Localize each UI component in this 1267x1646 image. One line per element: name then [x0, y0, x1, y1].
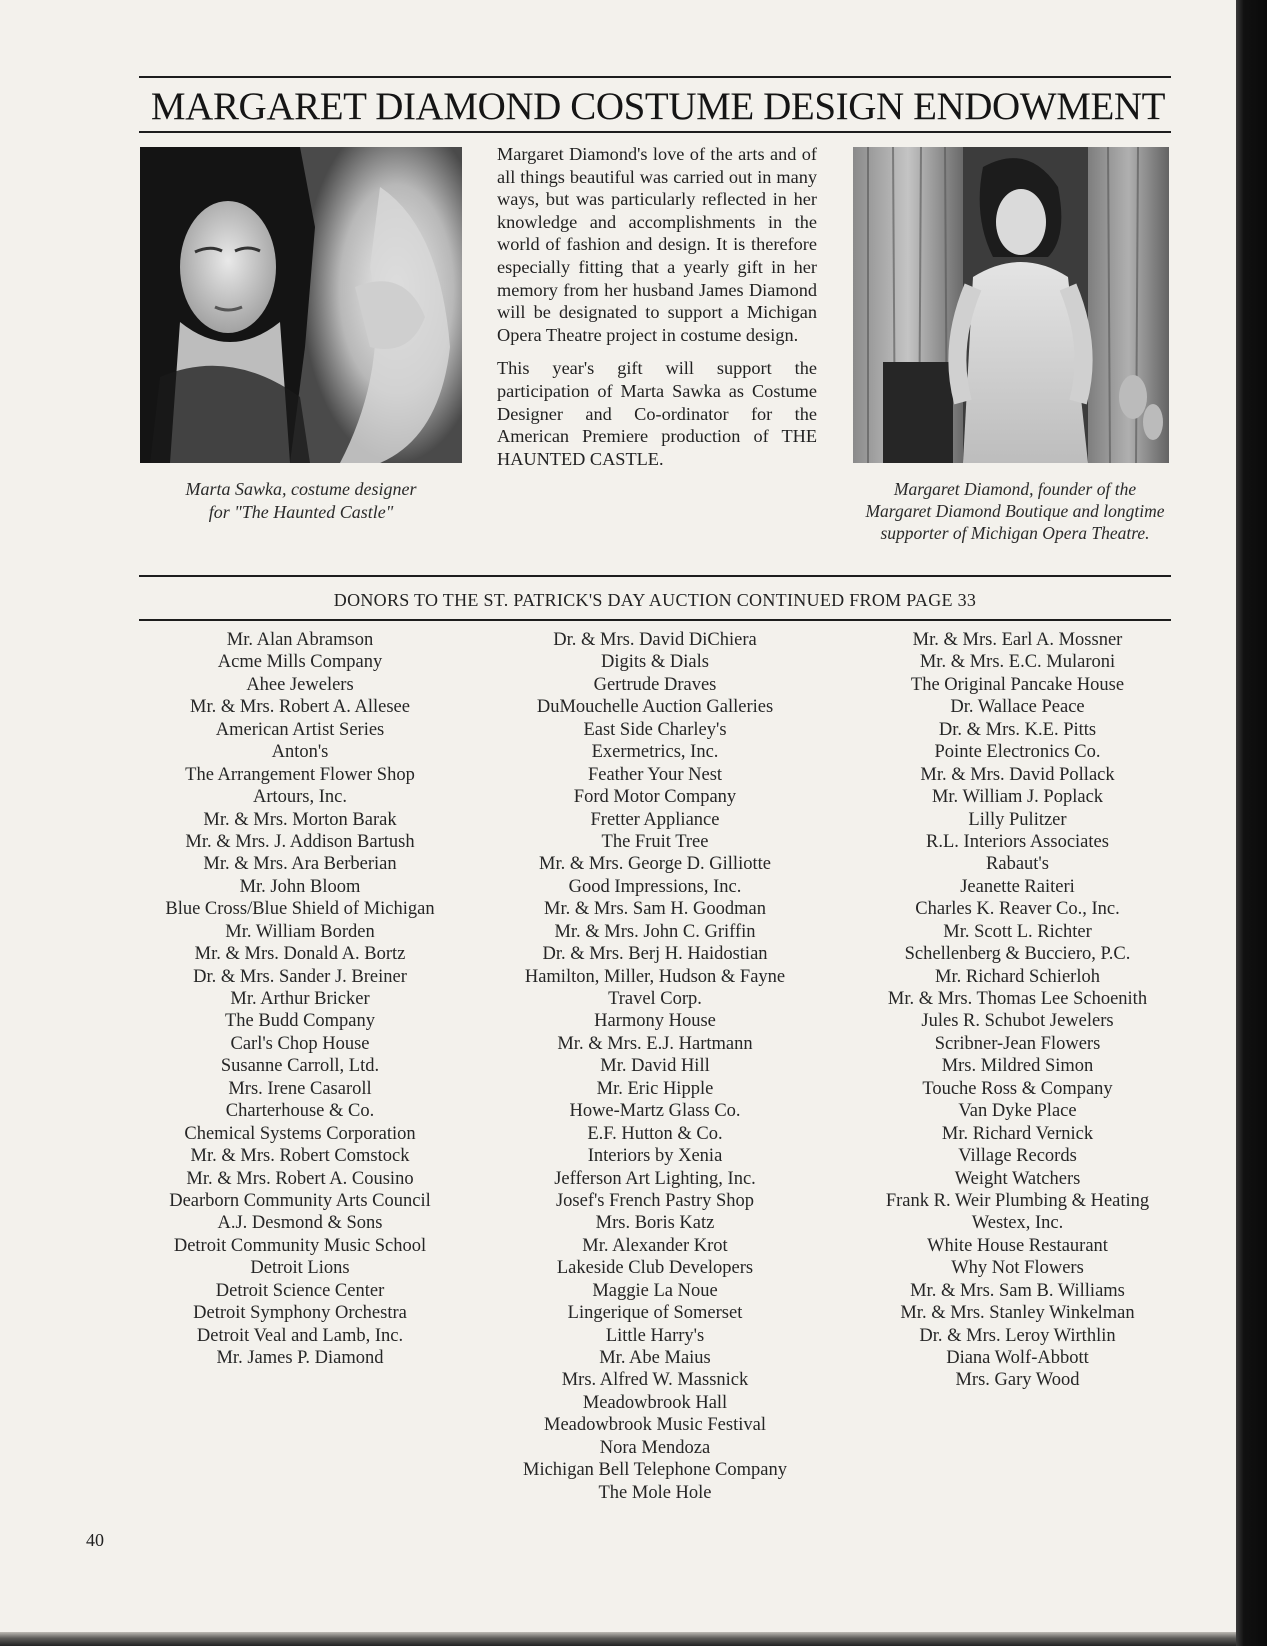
- donor-name: Gertrude Draves: [593, 674, 717, 695]
- donor-name: Dr. & Mrs. Leroy Wirthlin: [919, 1325, 1116, 1346]
- donor-name: Mr. & Mrs. Sam B. Williams: [910, 1280, 1125, 1301]
- donor-name: Mrs. Alfred W. Massnick: [561, 1370, 749, 1391]
- right-caption-line-2: Margaret Diamond Boutique and longtime: [865, 501, 1165, 521]
- donor-column-1: [140, 629, 460, 1369]
- donor-name: Mrs. Irene Casaroll: [228, 1078, 372, 1099]
- donor-name: Mr. & Mrs. George D. Gilliotte: [539, 854, 771, 875]
- donor-name: Mr. & Mrs. Robert A. Allesee: [190, 697, 410, 718]
- donor-name: Harmony House: [594, 1011, 716, 1032]
- donor-name: The Budd Company: [224, 1011, 376, 1032]
- donor-name: Susanne Carroll, Ltd.: [220, 1056, 380, 1077]
- donor-name: Why Not Flowers: [951, 1258, 1084, 1279]
- donor-name: Ford Motor Company: [573, 787, 737, 808]
- donor-name: Mr. Richard Schierloh: [935, 966, 1100, 987]
- donor-name: Mr. & Mrs. J. Addison Bartush: [185, 831, 415, 852]
- donor-name: Mr. & Mrs. Ara Berberian: [203, 854, 397, 875]
- donors-top-rule: [139, 575, 1171, 577]
- donor-name: Mrs. Boris Katz: [595, 1213, 715, 1234]
- donor-name: Mr. James P. Diamond: [216, 1348, 384, 1368]
- donor-column-2: [495, 629, 815, 1504]
- donor-name: Dr. Wallace Peace: [950, 697, 1085, 718]
- donor-name: Dearborn Community Arts Council: [169, 1190, 431, 1211]
- donor-name: Lakeside Club Developers: [556, 1258, 754, 1279]
- left-photo-caption: [140, 478, 462, 524]
- donor-name: Weight Watchers: [954, 1168, 1081, 1189]
- title-top-rule: [139, 76, 1171, 78]
- donor-name: Dr. & Mrs. Berj H. Haidostian: [542, 944, 768, 965]
- donor-name: Detroit Science Center: [215, 1280, 385, 1301]
- donor-name: Dr. & Mrs. K.E. Pitts: [938, 719, 1097, 740]
- donor-name: Blue Cross/Blue Shield of Michigan: [165, 899, 435, 920]
- donor-name: Jeanette Raiteri: [960, 876, 1075, 897]
- donor-name: Mr. & Mrs. Sam H. Goodman: [544, 899, 766, 920]
- donor-name: Mr. Alan Abramson: [226, 630, 374, 650]
- donor-name: Jefferson Art Lighting, Inc.: [554, 1168, 756, 1189]
- donor-name: Acme Mills Company: [217, 652, 383, 673]
- article-paragraph-2: This year's gift will support the participation of Marta Sawka as Costume Designer and Co-ordinator for the American Premiere production of THE HAUNTED CASTLE.: [497, 358, 817, 469]
- donor-name: Detroit Community Music School: [173, 1235, 427, 1256]
- donor-name: R.L. Interiors Associates: [926, 831, 1109, 852]
- donor-name: Mr. William Borden: [225, 921, 375, 942]
- donor-name: Little Harry's: [605, 1325, 705, 1346]
- donor-name: Chemical Systems Corporation: [184, 1123, 416, 1144]
- donor-name: Ahee Jewelers: [246, 674, 354, 695]
- donor-name: Mr. Scott L. Richter: [943, 921, 1092, 942]
- donor-name: Travel Corp.: [608, 989, 702, 1009]
- donor-name: Lingerique of Somerset: [567, 1303, 743, 1324]
- donor-name: Good Impressions, Inc.: [568, 876, 742, 897]
- donor-name: Mr. John Bloom: [239, 876, 361, 897]
- page-edge-shadow-right: [1236, 0, 1267, 1646]
- donor-name: The Mole Hole: [598, 1482, 712, 1503]
- donor-name: Jules R. Schubot Jewelers: [921, 1011, 1114, 1032]
- donor-name: Detroit Lions: [250, 1258, 350, 1279]
- article-paragraph-1: Margaret Diamond's love of the arts and of all things beautiful was carried out in many ways, but was particularly reflected in her knowledge and accomplishments in the world of fashion and design. It is therefore especially fitting that a yearly gift in her memory from her husband James Diamond will be designated to support a Michigan Opera Theatre project in costume design.: [497, 144, 817, 345]
- donor-name: Frank R. Weir Plumbing & Heating: [885, 1190, 1150, 1211]
- donor-name: Westex, Inc.: [971, 1213, 1064, 1234]
- donor-name: Mr. & Mrs. John C. Griffin: [554, 921, 756, 942]
- donor-name: Village Records: [958, 1146, 1077, 1167]
- donor-name: Meadowbrook Hall: [582, 1392, 728, 1413]
- page-number: 40: [86, 1530, 104, 1550]
- page-title: MARGARET DIAMOND COSTUME DESIGN ENDOWMENT: [150, 85, 1166, 128]
- donor-name: Josef's French Pastry Shop: [555, 1190, 755, 1211]
- donor-name: Mr. & Mrs. E.C. Mularoni: [919, 652, 1116, 673]
- donor-name: Hamilton, Miller, Hudson & Fayne: [524, 966, 786, 987]
- donor-name: Mr. Abe Maius: [599, 1348, 711, 1368]
- donor-name: Digits & Dials: [601, 652, 709, 673]
- donor-name: Dr. & Mrs. Sander J. Breiner: [193, 966, 407, 987]
- donor-name: Diana Wolf-Abbott: [946, 1348, 1089, 1368]
- donor-name: Mr. & Mrs. Stanley Winkelman: [900, 1303, 1135, 1324]
- donor-name: White House Restaurant: [927, 1235, 1108, 1256]
- donor-name: Detroit Symphony Orchestra: [193, 1303, 407, 1324]
- donor-name: Mr. & Mrs. E.J. Hartmann: [557, 1033, 753, 1054]
- donor-name: American Artist Series: [215, 719, 385, 740]
- donor-name: Detroit Veal and Lamb, Inc.: [196, 1325, 404, 1346]
- donor-name: Mr. Eric Hipple: [596, 1078, 714, 1099]
- donor-name: Nora Mendoza: [599, 1437, 711, 1458]
- donor-name: East Side Charley's: [583, 719, 727, 740]
- donor-name: Mr. & Mrs. Donald A. Bortz: [194, 944, 406, 965]
- donor-name: Mr. Richard Vernick: [941, 1123, 1094, 1144]
- donor-name: E.F. Hutton & Co.: [587, 1123, 723, 1144]
- donor-name: Exermetrics, Inc.: [591, 742, 719, 763]
- donor-name: Mr. & Mrs. Morton Barak: [203, 809, 397, 830]
- donor-name: Artours, Inc.: [252, 787, 348, 808]
- donor-name: Mr. Arthur Bricker: [230, 989, 370, 1009]
- photo-marta-sawka: [140, 147, 462, 463]
- donor-name: Fretter Appliance: [590, 809, 720, 830]
- donor-name: Mr. & Mrs. Earl A. Mossner: [912, 630, 1123, 650]
- right-photo-caption: [845, 478, 1185, 544]
- donor-name: Mr. & Mrs. Robert Comstock: [190, 1146, 410, 1167]
- right-caption-line-3: supporter of Michigan Opera Theatre.: [880, 523, 1150, 543]
- donor-name: Maggie La Noue: [592, 1280, 718, 1301]
- donor-name: Mr. & Mrs. Robert A. Cousino: [186, 1168, 414, 1189]
- donor-name: Scribner-Jean Flowers: [934, 1033, 1101, 1054]
- donor-name: Mrs. Mildred Simon: [941, 1056, 1094, 1077]
- donor-name: DuMouchelle Auction Galleries: [536, 697, 774, 718]
- donor-name: Touche Ross & Company: [922, 1078, 1113, 1099]
- photo-margaret-diamond: [853, 147, 1169, 463]
- page-edge-shadow-bottom: [0, 1632, 1236, 1646]
- donor-name: The Original Pancake House: [910, 674, 1125, 695]
- donor-name: Mr. & Mrs. David Pollack: [920, 764, 1115, 785]
- donor-name: Van Dyke Place: [958, 1101, 1077, 1122]
- donor-name: Pointe Electronics Co.: [934, 742, 1101, 763]
- donor-name: The Arrangement Flower Shop: [185, 764, 415, 785]
- left-caption-line-2: for "The Haunted Castle": [208, 502, 394, 522]
- left-caption-line-1: Marta Sawka, costume designer: [185, 479, 417, 499]
- donors-header: DONORS TO THE ST. PATRICK'S DAY AUCTION CONTINUED FROM PAGE 33: [333, 590, 977, 610]
- donor-name: Michigan Bell Telephone Company: [523, 1460, 787, 1481]
- donor-name: Anton's: [271, 742, 329, 763]
- donor-name: Mr. David Hill: [600, 1056, 710, 1077]
- donor-name: Schellenberg & Bucciero, P.C.: [904, 944, 1131, 965]
- donor-column-3: [855, 629, 1180, 1392]
- donor-name: Rabaut's: [986, 854, 1049, 875]
- donor-name: Mrs. Gary Wood: [955, 1370, 1080, 1391]
- donor-name: Lilly Pulitzer: [968, 809, 1067, 830]
- donor-name: Meadowbrook Music Festival: [544, 1415, 766, 1436]
- donor-name: Interiors by Xenia: [587, 1146, 723, 1167]
- title-bottom-rule: [139, 131, 1171, 133]
- donor-name: Charles K. Reaver Co., Inc.: [915, 899, 1120, 920]
- donor-name: Charterhouse & Co.: [225, 1101, 375, 1122]
- donor-name: Howe-Martz Glass Co.: [569, 1101, 741, 1122]
- donor-name: Mr. Alexander Krot: [582, 1235, 728, 1256]
- article-body: [497, 143, 817, 481]
- donor-name: Mr. William J. Poplack: [931, 787, 1104, 808]
- right-caption-line-1: Margaret Diamond, founder of the: [893, 479, 1137, 499]
- donors-bottom-rule: [139, 619, 1171, 621]
- donor-name: Carl's Chop House: [230, 1033, 370, 1054]
- donor-name: A.J. Desmond & Sons: [217, 1213, 383, 1234]
- donor-name: Mr. & Mrs. Thomas Lee Schoenith: [887, 989, 1148, 1009]
- donor-name: Dr. & Mrs. David DiChiera: [553, 630, 757, 650]
- donor-name: Feather Your Nest: [587, 764, 723, 785]
- donor-name: The Fruit Tree: [601, 831, 709, 852]
